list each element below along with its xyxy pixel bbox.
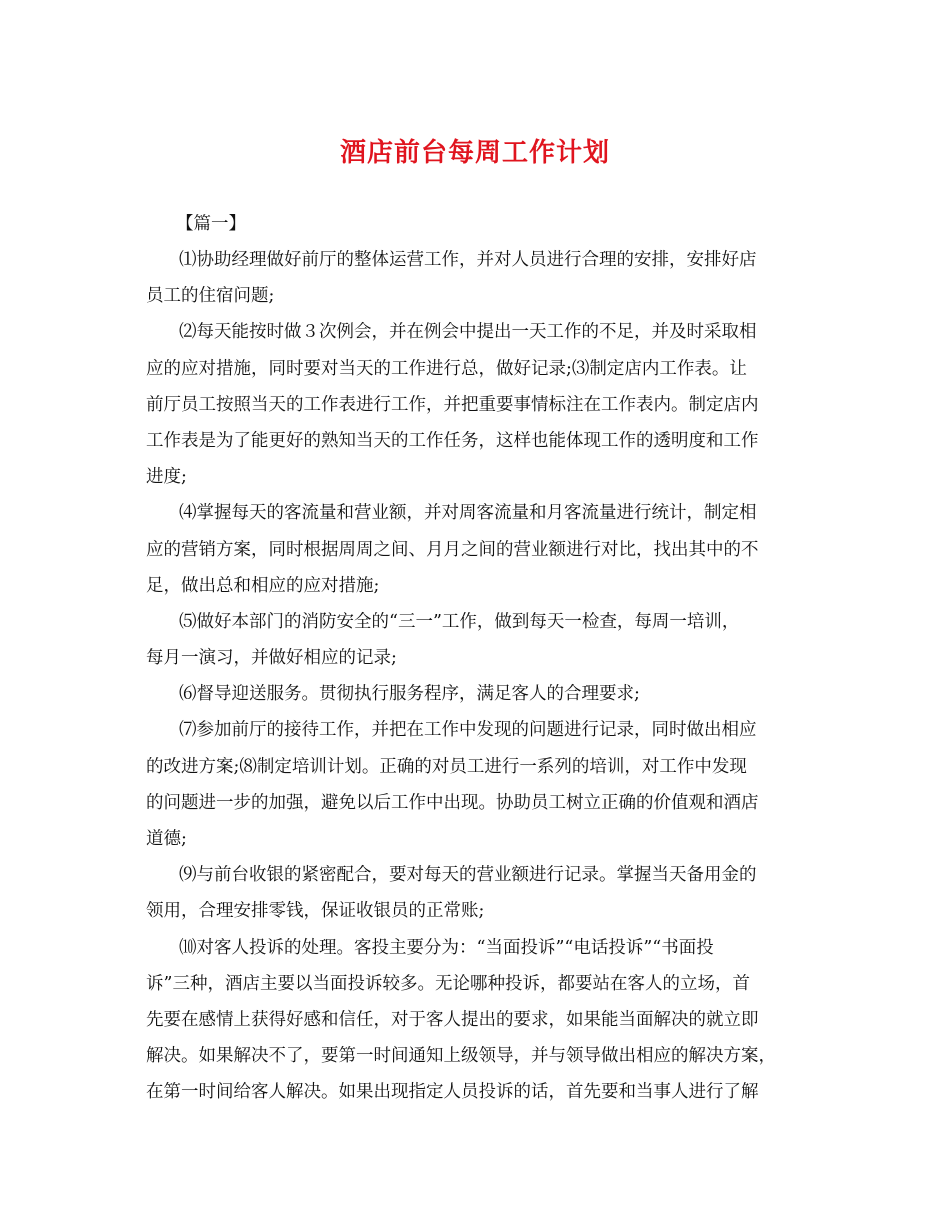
paragraph-6 xyxy=(146,712,806,857)
paragraph-line: 解决。如果解决不了，要第一时间通知上级领导，并与领导做出相应的解决方案， xyxy=(146,1046,776,1067)
document-body xyxy=(146,206,806,1111)
paragraph-line: ⑷掌握每天的客流量和营业额，并对周客流量和月客流量进行统计，制定相 xyxy=(179,503,757,524)
paragraph-line: ⑼与前台收银的紧密配合，要对每天的营业额进行记录。掌握当天备用金的 xyxy=(179,865,757,886)
paragraph-4 xyxy=(146,604,806,676)
paragraph-line: 进度; xyxy=(146,467,187,488)
paragraph-7 xyxy=(146,857,806,929)
paragraph-line: 诉”三种，酒店主要以当面投诉较多。无论哪种投诉，都要站在客人的立场，首 xyxy=(146,973,750,994)
paragraph-line: 的改进方案;⑻制定培训计划。正确的对员工进行一系列的培训，对工作中发现 xyxy=(146,756,747,777)
paragraph-line: ⑸做好本部门的消防安全的“三一”工作，做到每天一检查，每周一培训， xyxy=(179,611,740,632)
paragraph-line: ⑺参加前厅的接待工作，并把在工作中发现的问题进行记录，同时做出相应 xyxy=(179,720,757,741)
paragraph-5 xyxy=(146,676,806,712)
paragraph-line: ⑴协助经理做好前厅的整体运营工作，并对人员进行合理的安排，安排好店 xyxy=(179,250,757,270)
paragraph-line: ⑽对客人投诉的处理。客投主要分为：“当面投诉”“电话投诉”“书面投 xyxy=(179,937,714,958)
paragraph-line: 领用，合理安排零钱，保证收银员的正常账; xyxy=(146,901,485,922)
page-title: 酒店前台每周工作计划 xyxy=(339,138,610,168)
paragraph-line: 员工的住宿问题; xyxy=(146,286,275,307)
paragraph-line: ⑹督导迎送服务。贯彻执行服务程序，满足客人的合理要求; xyxy=(179,684,640,705)
paragraph-line: 前厅员工按照当天的工作表进行工作，并把重要事情标注在工作表内。制定店内 xyxy=(146,394,759,415)
paragraph-3 xyxy=(146,495,806,604)
paragraph-line: 先要在感情上获得好感和信任，对于客人提出的要求，如果能当面解决的就立即 xyxy=(146,1009,759,1030)
paragraph-8 xyxy=(146,930,806,1111)
paragraph-line: ⑵每天能按时做３次例会，并在例会中提出一天工作的不足，并及时采取相 xyxy=(179,322,757,343)
paragraph-line: 的问题进一步的加强，避免以后工作中出现。协助员工树立正确的价值观和酒店 xyxy=(146,792,759,813)
paragraph-line: 应的应对措施，同时要对当天的工作进行总，做好记录;⑶制定店内工作表。让 xyxy=(146,358,747,379)
paragraph-1 xyxy=(146,242,806,314)
paragraph-line: 每月一演习，并做好相应的记录; xyxy=(146,648,397,669)
paragraph-line: 道德; xyxy=(146,829,187,849)
paragraph-line: 足，做出总和相应的应对措施; xyxy=(146,575,380,596)
section-label: 【篇一】 xyxy=(176,214,246,234)
paragraph-2 xyxy=(146,314,806,495)
paragraph-line: 应的营销方案，同时根据周周之间、月月之间的营业额进行对比，找出其中的不 xyxy=(146,539,759,560)
paragraph-line: 在第一时间给客人解决。如果出现指定人员投诉的话，首先要和当事人进行了解 xyxy=(146,1082,759,1103)
paragraph-line: 工作表是为了能更好的熟知当天的工作任务，这样也能体现工作的透明度和工作 xyxy=(146,430,759,451)
